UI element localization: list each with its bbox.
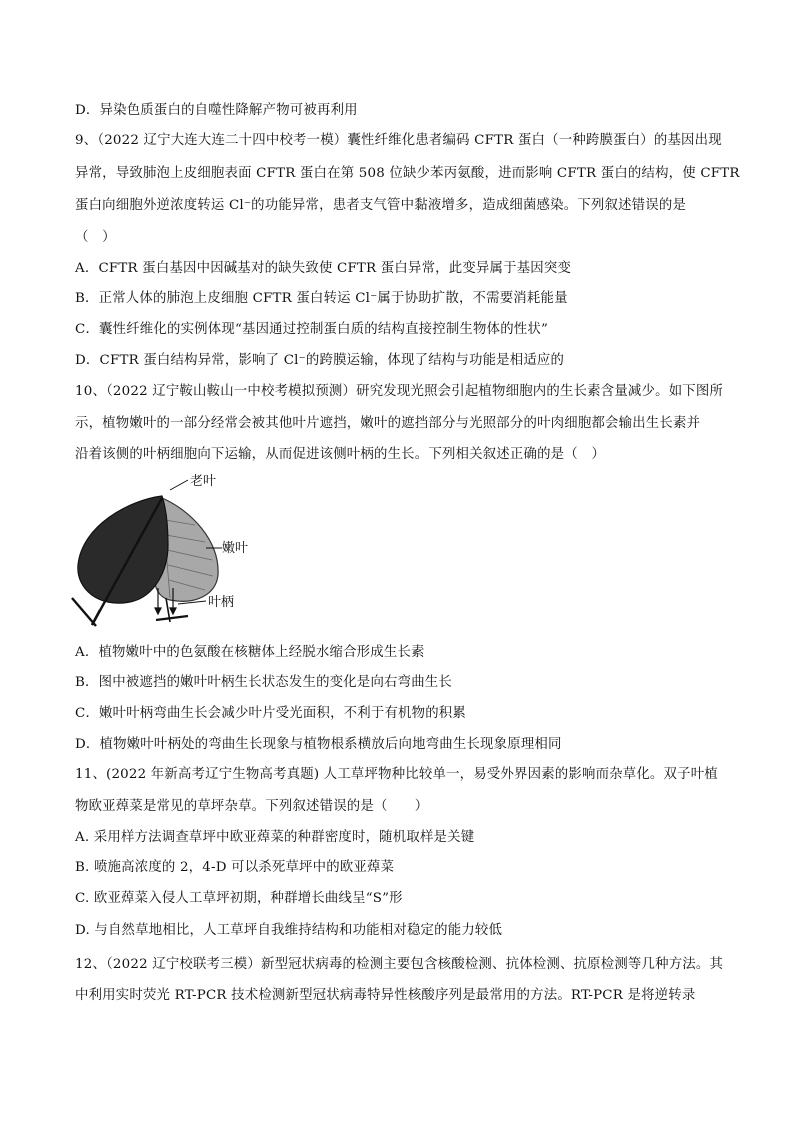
label-petiole: 叶柄: [208, 595, 235, 610]
question-10-line-1: 10、（2022 辽宁鞍山鞍山一中校考模拟预测）研究发现光照会引起植物细胞内的生长素含量减少。如下图所: [75, 384, 724, 399]
option-8d: D．异染色质蛋白的自噬性降解产物可被再利用: [75, 103, 358, 118]
leaf-figure: [70, 470, 260, 630]
option-9b: B．正常人体的肺泡上皮细胞 CFTR 蛋白转运 Cl⁻属于协助扩散，不需要消耗能量: [75, 291, 568, 306]
option-11d: D. 与自然草地相比，人工草坪自我维持结构和功能相对稳定的能力较低: [75, 923, 503, 938]
question-10-line-2: 示，植物嫩叶的一部分经常会被其他叶片遮挡，嫩叶的遮挡部分与光照部分的叶肉细胞都会输出生长素并: [75, 416, 701, 431]
option-10b: B．图中被遮挡的嫩叶叶柄生长状态发生的变化是向右弯曲生长: [75, 675, 452, 690]
question-9-line-3: 蛋白向细胞外逆浓度转运 Cl⁻的功能异常，患者支气管中黏液增多，造成细菌感染。下列叙述错误的是: [75, 198, 687, 213]
option-10c: C．嫩叶叶柄弯曲生长会减少叶片受光面积，不利于有机物的积累: [75, 706, 466, 721]
label-old-leaf: 老叶: [190, 474, 217, 489]
question-10-line-3: 沿着该侧的叶柄细胞向下运输，从而促进该侧叶柄的生长。下列相关叙述正确的是（ ）: [75, 447, 606, 462]
question-11-line-2: 物欧亚蔊菜是常见的草坪杂草。下列叙述错误的是（ ）: [75, 799, 429, 814]
label-young-leaf: 嫩叶: [222, 541, 249, 556]
option-10d: D．植物嫩叶叶柄处的弯曲生长现象与植物根系横放后向地弯曲生长现象原理相同: [75, 737, 562, 752]
option-9c: C．囊性纤维化的实例体现“基因通过控制蛋白质的结构直接控制生物体的性状”: [75, 322, 549, 337]
question-9-line-1: 9、（2022 辽宁大连大连二十四中校考一模）囊性纤维化患者编码 CFTR 蛋白（一种跨膜蛋白）的基因出现: [75, 133, 722, 148]
question-11-line-1: 11、(2022 年新高考辽宁生物高考真题) 人工草坪物种比较单一，易受外界因素的影响而杂草化。双子叶植: [75, 767, 718, 782]
option-9a: A．CFTR 蛋白基因中因碱基对的缺失致使 CFTR 蛋白异常，此变异属于基因突变: [75, 261, 572, 276]
option-11a: A. 采用样方法调查草坪中欧亚蔊菜的种群密度时，随机取样是关键: [75, 830, 475, 845]
option-11c: C. 欧亚蔊菜入侵人工草坪初期，种群增长曲线呈“S”形: [75, 891, 403, 906]
question-12-line-1: 12、（2022 辽宁校联考三模）新型冠状病毒的检测主要包含核酸检测、抗体检测、抗原检测等几种方法。其: [75, 957, 724, 972]
option-9d: D．CFTR 蛋白结构异常，影响了 Cl⁻的跨膜运输，体现了结构与功能是相适应的: [75, 353, 565, 368]
option-10a: A．植物嫩叶中的色氨酸在核糖体上经脱水缩合形成生长素: [75, 645, 425, 660]
question-12-line-2: 中利用实时荧光 RT-PCR 技术检测新型冠状病毒特异性核酸序列是最常用的方法。RT-PCR 是将逆转录: [75, 988, 696, 1003]
option-11b: B. 喷施高浓度的 2，4-D 可以杀死草坪中的欧亚蔊菜: [75, 860, 395, 875]
question-9-answer-blank: （ ）: [75, 230, 116, 245]
question-9-line-2: 异常，导致肺泡上皮细胞表面 CFTR 蛋白在第 508 位缺少苯丙氨酸，进而影响 CFTR 蛋白的结构，使 CFTR: [75, 166, 740, 181]
